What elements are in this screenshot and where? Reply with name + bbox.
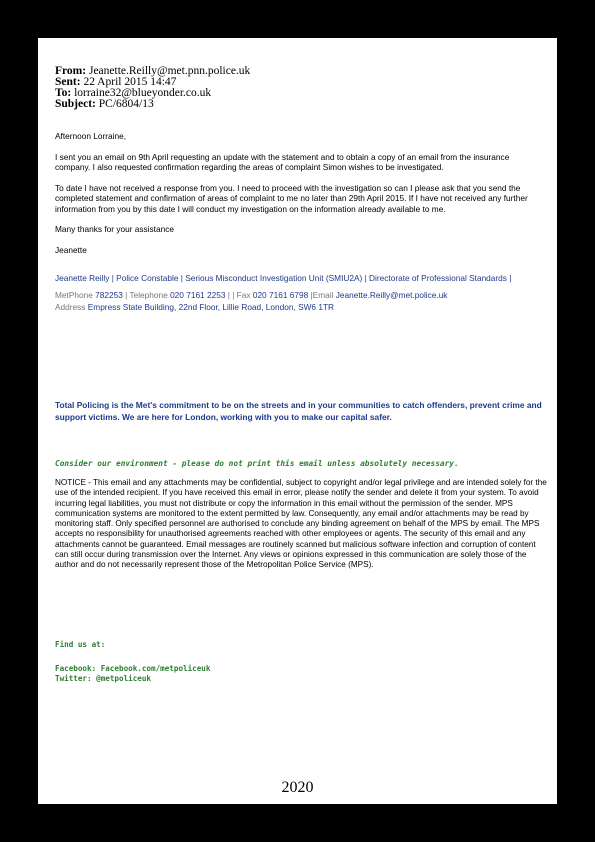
- sent-label: Sent:: [55, 76, 81, 88]
- sender-name: Jeanette: [55, 244, 87, 255]
- legal-notice: NOTICE - This email and any attachments may be confidential, subject to copyright and/or legal privilege and are intended solely for the use of the intended recipient. If you have received this email in error, please notify the sender and delete it from your system. To avoid incurring legal liabilities, you must not distribute or copy the information in this email without the permission of the sender. MPS communication systems are monitored to the extent permitted by law. Consequently, any email and/or attachments may be read by monitoring staff. Only specified personnel are authorised to conclude any binding agreement on behalf of the MPS by email. The MPS accepts no responsibility for unauthorised agreements reached with other employees or agents. The security of this email and any attachments cannot be guaranteed. Email messages are routinely scanned but malicious software infection and corruption of content can still occur during transmission over the Internet. Any views or opinions expressed in this communication are solely those of the author and do not necessarily represent those of the Metropolitan Police Service (MPS).: [55, 478, 547, 570]
- email-body: [55, 131, 545, 313]
- fax-value: 020 7161 6798: [252, 290, 309, 300]
- signature-title: Jeanette Reilly | Police Constable | Serious Misconduct Investigation Unit (SMIU2A) | Directorate of Professional Standards |: [55, 273, 512, 283]
- sent-value: 22 April 2015 14:47: [83, 76, 177, 88]
- subject-row: [55, 99, 250, 110]
- metphone-value: 782253: [95, 290, 123, 300]
- facebook-link[interactable]: Facebook: Facebook.com/metpoliceuk: [55, 664, 211, 673]
- greeting: Afternoon Lorraine,: [55, 131, 127, 141]
- address-value: Empress State Building, 22nd Floor, Lillie Road, London, SW6 1TR: [87, 302, 335, 312]
- subject-label: Subject:: [55, 98, 96, 110]
- twitter-link[interactable]: Twitter: @metpoliceuk: [55, 674, 152, 683]
- signature-contact: [55, 289, 545, 301]
- email-header: [55, 66, 250, 110]
- to-value: lorraine32@blueyonder.co.uk: [74, 87, 212, 99]
- from-label: From:: [55, 65, 87, 77]
- document-page: [38, 38, 557, 804]
- from-value: Jeanette.Reilly@met.pnn.police.uk: [88, 65, 251, 77]
- signature-address: [55, 301, 545, 313]
- thanks-line: Many thanks for your assistance: [55, 224, 174, 234]
- subject-value: PC/6804/13: [98, 98, 154, 110]
- email-label: |Email: [310, 290, 334, 300]
- address-label: Address: [55, 302, 86, 312]
- telephone-label: | Telephone: [125, 290, 168, 300]
- find-us-label: Find us at:: [55, 640, 106, 649]
- metphone-label: MetPhone: [55, 290, 93, 300]
- to-label: To:: [55, 87, 72, 99]
- fax-label: | | Fax: [227, 290, 251, 300]
- paragraph-1: I sent you an email on 9th April requesting an update with the statement and to obtain a copy of an email from the insurance company. I also requested confirmation regarding the areas of complaint Simon wishes to be investigated.: [55, 151, 510, 172]
- paragraph-2: To date I have not received a response from you. I need to proceed with the investigation so can I please ask that you send the completed statement and confirmation of areas of complaint to me no later than 29th April 2015. If I have not received any further information from you by this date I will conduct my investigation on the information already available to me.: [55, 182, 528, 214]
- policing-statement: Total Policing is the Met's commitment to be on the streets and in your communities to catch offenders, prevent crime and support victims. We are here for London, working with you to make our capital safer.: [55, 400, 542, 422]
- email-value[interactable]: Jeanette.Reilly@met.police.uk: [335, 290, 448, 300]
- environment-notice: Consider our environment - please do not print this email unless absolutely necessary.: [55, 459, 459, 468]
- social-links: [55, 664, 550, 684]
- telephone-value: 020 7161 2253: [170, 290, 226, 300]
- page-number: 2020: [281, 779, 314, 796]
